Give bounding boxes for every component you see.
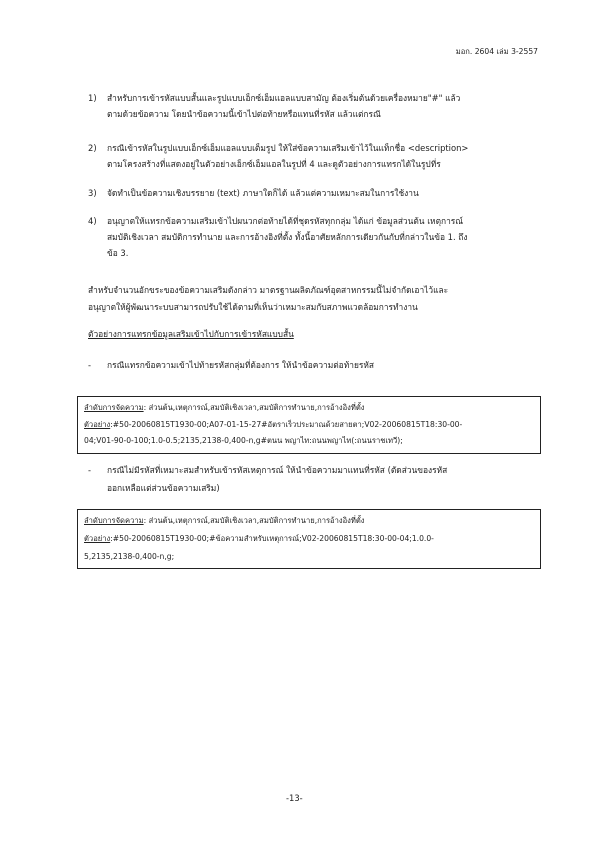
item-4-number: 4) <box>88 216 97 226</box>
page-number: -13- <box>286 793 303 803</box>
item-2-line-2: ตามโครงสร้างที่แสดงอยู่ในตัวอย่างเอ็กซ์เอ็มแอลในรูปที่ 4 และดูตัวอย่างการแทรกได้ในรูปที่ร <box>107 159 441 169</box>
box-2-example-line-1: :#50-20060815T1930-00;#ข้อความสำหรับเหตุการณ์;V02-20060815T18:30-00-04;1.0.0- <box>110 534 434 543</box>
box-2-example-label: ตัวอย่าง <box>84 534 111 543</box>
box-2-order-label: ลำดับการจัดความ <box>84 516 144 525</box>
bullet-2-line-2: ออกเหลือแต่ส่วนข้อความเสริม) <box>107 483 220 493</box>
box-1-example-line-2: 04;V01-90-0-100;1.0-0.5;2135,2138-0,400-n,g#ตนน พญาไท:ถนนพญาไท(:ถนนราชเทวี); <box>84 436 403 445</box>
box-2-example-row <box>84 533 434 545</box>
paragraph-line-2: อนุญาตให้ผู้พัฒนาระบบสามารถปรับใช้ได้ตามที่เห็นว่าเหมาะสมกับสภาพแวดล้อมการทำงาน <box>88 302 418 312</box>
bullet-1-mark: - <box>88 360 92 370</box>
item-1-line-2: ตามด้วยข้อความ โดยนำข้อความนี้เข้าไปต่อท้ายหรือแทนที่รหัส แล้วแต่กรณี <box>107 109 381 119</box>
item-1-number: 1) <box>88 93 97 103</box>
item-3-number: 3) <box>88 188 97 198</box>
box-1-order-label: ลำดับการจัดความ <box>84 403 144 412</box>
box-1-example-label: ตัวอย่าง <box>84 420 111 429</box>
box-1-order-row <box>84 402 365 414</box>
item-1-line-1: สำหรับการเข้ารหัสแบบสั้นและรูปแบบเอ็กซ์เอ็มแอลแบบสามัญ ต้องเริ่มต้นด้วยเครื่องหมาย"#" แล้ว <box>107 93 461 103</box>
example-box-2 <box>77 509 541 569</box>
box-2-order-row <box>84 515 365 527</box>
item-3-line-1: จัดทำเป็นข้อความเชิงบรรยาย (text) ภาษาใดก็ได้ แล้วแต่ความเหมาะสมในการใช้งาน <box>107 188 419 198</box>
box-1-example-row <box>84 419 462 431</box>
box-2-order-text: : ส่วนต้น,เหตุการณ์,สมบัติเชิงเวลา,สมบัติการทำนาย,การอ้างอิงที่ตั้ง <box>143 516 365 525</box>
item-4-line-2: สมบัติเชิงเวลา สมบัติการทำนาย และการอ้างอิงที่ตั้ง ทั้งนี้อาศัยหลักการเดียวกันกับที่กล่าวในข้อ 1. ถึง <box>107 232 468 242</box>
bullet-2-line-1: กรณีไม่มีรหัสที่เหมาะสมสำหรับเข้ารหัสเหตุการณ์ ให้นำข้อความมาแทนที่รหัส (ตัดส่วนของรหัส <box>107 465 448 475</box>
paragraph-line-1: สำหรับจำนวนอักขระของข้อความเสริมดังกล่าว มาตรฐานผลิตภัณฑ์อุตสาหกรรมนี้ไม่จำกัดเอาไว้และ <box>88 285 449 295</box>
bullet-1-line-1: กรณีแทรกข้อความเข้าไปท้ายรหัสกลุ่มที่ต้องการ ให้นำข้อความต่อท้ายรหัส <box>107 360 374 370</box>
box-2-example-line-2: 5,2135,2138-0,400-n,g; <box>84 552 175 561</box>
example-box-1 <box>77 396 541 454</box>
item-4-line-3: ข้อ 3. <box>107 248 129 258</box>
item-4-line-1: อนุญาตให้แทรกข้อความเสริมเข้าไปผนวกต่อท้ายได้ที่ชุดรหัสทุกกลุ่ม ได้แก่ ข้อมูลส่วนต้น เหตุการณ์ <box>107 216 464 226</box>
item-2-number: 2) <box>88 143 97 153</box>
item-2-line-1: กรณีเข้ารหัสในรูปแบบเอ็กซ์เอ็มแอลแบบเต็มรูป ให้ใส่ข้อความเสริมเข้าไว้ในแท็กชื่อ <description> <box>107 143 469 153</box>
standard-number: มอก. 2604 เล่ม 3-2557 <box>455 47 538 56</box>
example-heading: ตัวอย่างการแทรกข้อมูลเสริมเข้าไปกับการเข้ารหัสแบบสั้น <box>88 329 294 339</box>
box-1-order-text: : ส่วนต้น,เหตุการณ์,สมบัติเชิงเวลา,สมบัติการทำนาย,การอ้างอิงที่ตั้ง <box>143 403 365 412</box>
bullet-2-mark: - <box>88 465 92 475</box>
box-1-example-line-1: :#50-20060815T1930-00;A07-01-15-27#อัตราเร็วประมาณด้วยสายตา;V02-20060815T18:30-00- <box>110 420 463 429</box>
